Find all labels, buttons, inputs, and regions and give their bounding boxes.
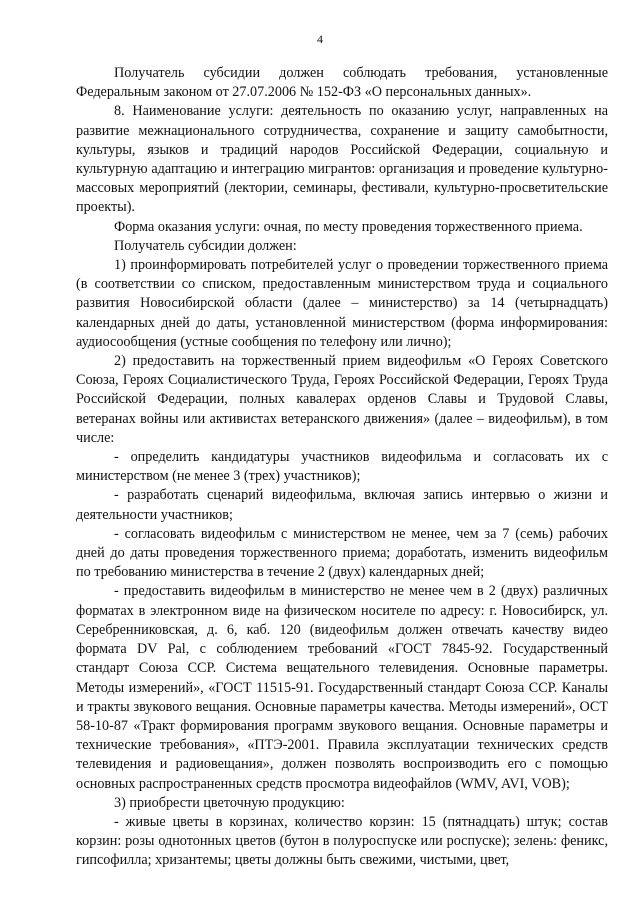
paragraph-service-name: 8. Наименование услуги: деятельность по оказанию услуг, направленных на развитие межнационального сотрудничества, сохранение и защиту самобытности, культуры, языков и традиций народов Российской Федерации, социальную и культурную адаптацию и интеграцию мигрантов: организация и проведение культурно-массовых мероприятий (лектории, семинары, фестивали, культурно-просветительские проекты). [76, 103, 608, 216]
paragraph-item-2-script: - разработать сценарий видеофильма, включая запись интервью о жизни и деятельности участников; [76, 487, 608, 523]
paragraph-item-3-flowers: - живые цветы в корзинах, количество корзин: 15 (пятнадцать) штук; состав корзин: розы однотонных цветов (бутон в полуроспуске или роспуске); зелень: феникс, гипсофилла; хризантемы; цветы должны быть свежими, чистыми, цвет, [76, 813, 608, 869]
paragraph-item-2-participants: - определить кандидатуры участников видеофильма и согласовать их с министерством (не менее 3 (трех) участников); [76, 449, 608, 485]
paragraph-item-2: 2) предоставить на торжественный прием видеофильм «О Героях Советского Союза, Героях Социалистического Труда, Героях Российской Федерации, Героях Труда Российской Федерации, полных кавалерах орденов Славы и Трудовой Славы, ветеранах войны или активистах ветеранского движения» (далее – видеофильм), в том числе: [76, 353, 608, 446]
paragraph-personal-data: Получатель субсидии должен соблюдать требования, установленные Федеральным законом от 27.07.2006 № 152-ФЗ «О персональных данных». [76, 65, 608, 101]
paragraph-item-1: 1) проинформировать потребителей услуг о проведении торжественного приема (в соответствии со списком, предоставленным министерством труда и социального развития Новосибирской области (далее – министерство) за 14 (четырнадцать) календарных дней до даты, установленной министерством (форма информирования: аудиосообщения (устные сообщения по телефону или лично); [76, 257, 608, 350]
page-number: 4 [317, 32, 323, 46]
document-body [76, 64, 608, 871]
paragraph-item-2-delivery: - предоставить видеофильм в министерство не менее чем в 2 (двух) различных форматах в электронном виде на физическом носителе по адресу: г. Новосибирск, ул. Серебренниковская, д. 6, каб. 120 (видеофильм должен отвечать качеству видео формата DV Pal, с соблюдением требований «ГОСТ 7845-92. Государственный стандарт Союза ССР. Система вещательного телевидения. Основные параметры. Методы измерений», «ГОСТ 11515-91. Государственный стандарт Союза ССР. Каналы и тракты звукового вещания. Основные параметры качества. Методы измерений», ОСТ 58-10-87 «Тракт формирования программ звукового вещания. Основные параметры и технические требования», «ПТЭ-2001. Правила эксплуатации технических средств телевидения и радиовещания», должен позволять воспроизводить его с помощью основных распространенных средств просмотра видеофайлов (WMV, AVI, VOB); [76, 583, 608, 792]
paragraph-item-3: 3) приобрести цветочную продукцию: [114, 794, 345, 811]
paragraph-service-form: Форма оказания услуги: очная, по месту проведения торжественного приема. [114, 218, 583, 235]
paragraph-obligations-intro: Получатель субсидии должен: [114, 237, 297, 254]
paragraph-item-2-approval: - согласовать видеофильм с министерством не менее, чем за 7 (семь) рабочих дней до даты проведения торжественного приема; доработать, изменить видеофильм по требованию министерства в течение 2 (двух) календарных дней; [76, 525, 608, 581]
